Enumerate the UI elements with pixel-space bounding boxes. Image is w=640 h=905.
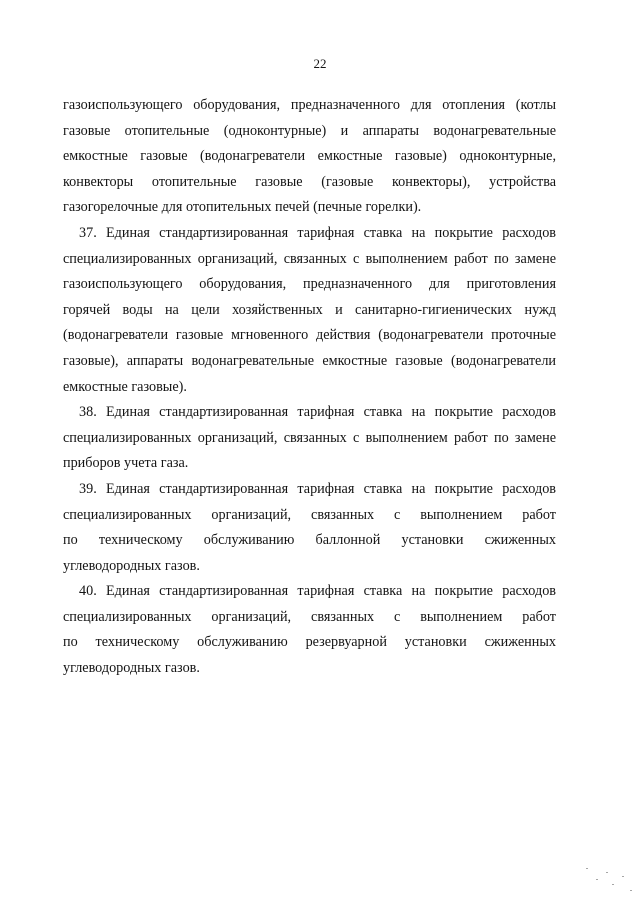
scan-speck — [606, 872, 608, 873]
document-body — [63, 93, 556, 682]
scan-speck — [586, 868, 588, 869]
paragraph-item-38 — [63, 400, 556, 477]
scan-speck — [596, 879, 598, 880]
text-line: 37. Единая стандартизированная тарифная ставка на покрытие расходов — [79, 224, 556, 241]
scan-speck — [630, 890, 632, 891]
text-line: 38. Единая стандартизированная тарифная ставка на покрытие расходов — [79, 404, 556, 421]
text-line: емкостные газовые (водонагреватели емкостные газовые) одноконтурные, — [63, 148, 556, 165]
text-line: горячей воды на цели хозяйственных и санитарно-гигиенических нужд — [63, 301, 556, 318]
text-line: емкостные газовые). — [63, 378, 187, 395]
paragraph-item-40 — [63, 579, 556, 681]
text-line: конвекторы отопительные газовые (газовые конвекторы), устройства — [63, 173, 556, 190]
text-line: газовые отопительные (одноконтурные) и аппараты водонагревательные — [63, 122, 556, 139]
text-line: 39. Единая стандартизированная тарифная ставка на покрытие расходов — [79, 480, 556, 497]
text-line: углеводородных газов. — [63, 557, 200, 574]
text-line: углеводородных газов. — [63, 660, 200, 677]
text-line: газоиспользующего оборудования, предназначенного для приготовления — [63, 276, 556, 293]
text-line: 40. Единая стандартизированная тарифная ставка на покрытие расходов — [79, 583, 556, 600]
text-line: специализированных организаций, связанных с выполнением работ — [63, 506, 556, 523]
paragraph-item-37 — [63, 221, 556, 400]
scan-speck — [622, 876, 624, 877]
text-line: по техническому обслуживанию резервуарной установки сжиженных — [63, 634, 556, 651]
text-line: специализированных организаций, связанных с выполнением работ по замене — [63, 250, 556, 267]
paragraph-continuation — [63, 93, 556, 221]
paragraph-item-39 — [63, 477, 556, 579]
text-line: специализированных организаций, связанных с выполнением работ — [63, 608, 556, 625]
text-line: специализированных организаций, связанных с выполнением работ по замене — [63, 429, 556, 446]
text-line: по техническому обслуживанию баллонной установки сжиженных — [63, 532, 556, 549]
text-line: газогорелочные для отопительных печей (печные горелки). — [63, 199, 422, 216]
scan-speck — [612, 884, 614, 885]
text-line: (водонагреватели газовые мгновенного действия (водонагреватели проточные — [63, 327, 556, 344]
text-line: приборов учета газа. — [63, 455, 189, 472]
page-number: 22 — [313, 56, 327, 71]
text-line: газовые), аппараты водонагревательные емкостные газовые (водонагреватели — [63, 352, 556, 369]
text-line: газоиспользующего оборудования, предназначенного для отопления (котлы — [63, 97, 556, 113]
